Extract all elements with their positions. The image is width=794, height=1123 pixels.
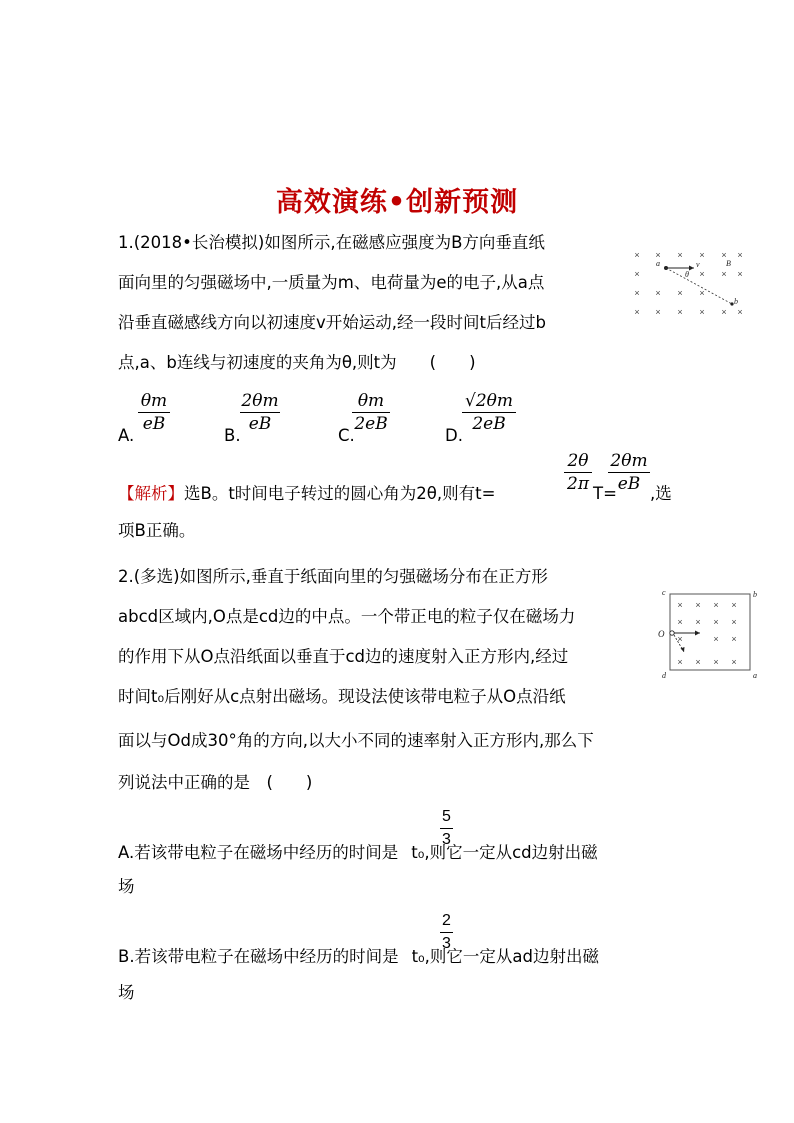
- q2-line-1: 2.(多选)如图所示,垂直于纸面向里的匀强磁场分布在正方形: [118, 567, 548, 586]
- q1-line-1: 1.(2018•长治模拟)如图所示,在磁感应强度为B方向垂直纸: [118, 233, 545, 252]
- fig2-label-O: O: [658, 629, 665, 639]
- q2-option-b-post: t₀,则它一定从ad边射出磁: [411, 947, 599, 966]
- svg-text:×: ×: [695, 657, 701, 667]
- svg-text:×: ×: [634, 269, 640, 279]
- fig2-label-c: c: [662, 588, 666, 597]
- svg-text:×: ×: [699, 288, 705, 298]
- analysis-text-T: T=: [593, 484, 617, 503]
- analysis-frac2-den: eB: [617, 474, 641, 494]
- q2-square-field-figure: [654, 586, 764, 680]
- analysis-frac1-den: 2π: [567, 474, 589, 494]
- q1-option-c-fraction: [352, 390, 390, 435]
- svg-text:×: ×: [713, 600, 719, 610]
- svg-text:×: ×: [713, 657, 719, 667]
- q2-option-a-den: 3: [442, 831, 451, 848]
- svg-text:×: ×: [677, 600, 683, 610]
- svg-text:×: ×: [677, 288, 683, 298]
- svg-text:×: ×: [695, 600, 701, 610]
- analysis-frac2-num: 2θm: [610, 451, 648, 471]
- fig2-label-b: b: [753, 590, 757, 599]
- svg-text:×: ×: [699, 307, 705, 317]
- svg-text:×: ×: [677, 657, 683, 667]
- q2-line-2: abcd区域内,O点是cd边的中点。一个带正电的粒子仅在磁场力: [118, 607, 576, 626]
- q1-option-c-num: θm: [357, 391, 385, 411]
- svg-text:×: ×: [731, 600, 737, 610]
- q2-option-b-line: [118, 946, 599, 968]
- q1-line-2: 面向里的匀强磁场中,一质量为m、电荷量为e的电子,从a点: [118, 273, 545, 292]
- analysis-frac1-num: 2θ: [567, 451, 589, 471]
- svg-text:×: ×: [731, 617, 737, 627]
- analysis-fraction-2: [608, 450, 650, 495]
- q1-option-b-fraction: [240, 390, 280, 435]
- svg-text:×: ×: [695, 617, 701, 627]
- svg-text:×: ×: [655, 307, 661, 317]
- svg-text:×: ×: [677, 634, 683, 644]
- svg-text:×: ×: [677, 250, 683, 260]
- svg-text:×: ×: [713, 634, 719, 644]
- q2-option-a-line: [118, 842, 598, 864]
- q1-option-d-fraction: [462, 390, 516, 435]
- q1-option-c-den: 2eB: [354, 414, 388, 434]
- q1-option-d-den: 2eB: [472, 414, 506, 434]
- q2-option-b-den: 3: [442, 935, 451, 952]
- q1-line-4: 点,a、b连线与初速度的夹角为θ,则t为 ( ): [118, 353, 476, 372]
- q1-option-b-den: eB: [248, 414, 272, 434]
- analysis-line-1: [118, 483, 495, 505]
- q1-option-a-den: eB: [142, 414, 166, 434]
- analysis-text-1: 选B。t时间电子转过的圆心角为2θ,则有t=: [184, 484, 496, 503]
- q2-option-b-num: 2: [442, 912, 451, 929]
- q2-option-a-pre: A.若该带电粒子在磁场中经历的时间是: [118, 843, 399, 862]
- svg-text:×: ×: [677, 307, 683, 317]
- svg-text:×: ×: [731, 657, 737, 667]
- fig2-label-a: a: [753, 671, 757, 680]
- q2-option-b-pre: B.若该带电粒子在磁场中经历的时间是: [118, 947, 399, 966]
- q2-option-a-cont: 场: [118, 877, 135, 896]
- svg-text:×: ×: [721, 269, 727, 279]
- fig1-label-v: v: [696, 260, 700, 269]
- analysis-text-2: ,选: [650, 484, 672, 503]
- svg-text:×: ×: [655, 288, 661, 298]
- svg-text:×: ×: [721, 250, 727, 260]
- fig1-label-a: a: [656, 259, 660, 268]
- fig2-label-d: d: [662, 671, 666, 680]
- analysis-fraction-1: [564, 450, 592, 495]
- q2-option-a-num: 5: [442, 808, 451, 825]
- q2-line-5: 面以与Od成30°角的方向,以大小不同的速率射入正方形内,那么下: [118, 731, 594, 750]
- q2-option-b-cont: 场: [118, 983, 135, 1002]
- fig1-label-b: b: [734, 297, 738, 306]
- q2-option-a-post: t₀,则它一定从cd边射出磁: [411, 843, 598, 862]
- svg-text:×: ×: [737, 250, 743, 260]
- analysis-tag: 【解析】: [118, 484, 184, 503]
- svg-text:×: ×: [677, 617, 683, 627]
- svg-text:×: ×: [655, 250, 661, 260]
- q1-magnetic-field-figure: [628, 244, 748, 324]
- q1-option-d-num: √2θm: [464, 391, 513, 411]
- q1-option-b-label: B.: [224, 426, 241, 445]
- q2-line-6: 列说法中正确的是 ( ): [118, 773, 313, 792]
- q1-option-b-num: 2θm: [241, 391, 279, 411]
- q2-option-a-fraction: [440, 806, 453, 851]
- q1-option-a-label: A.: [118, 426, 135, 445]
- q1-line-3: 沿垂直磁感线方向以初速度v开始运动,经一段时间t后经过b: [118, 313, 546, 332]
- q1-option-a-fraction: [138, 390, 170, 435]
- q2-option-b-fraction: [440, 910, 453, 955]
- svg-text:×: ×: [737, 307, 743, 317]
- q2-line-4: 时间t₀后刚好从c点射出磁场。现设法使该带电粒子从O点沿纸: [118, 687, 566, 706]
- q1-option-a-num: θm: [140, 391, 168, 411]
- svg-text:×: ×: [634, 288, 640, 298]
- page-title: 高效演练•创新预测: [275, 187, 519, 218]
- q1-option-d-label: D.: [445, 426, 463, 445]
- fig1-label-theta: θ: [685, 270, 689, 279]
- svg-text:×: ×: [634, 307, 640, 317]
- svg-text:×: ×: [713, 617, 719, 627]
- svg-text:×: ×: [634, 250, 640, 260]
- q1-option-c-label: C.: [338, 426, 355, 445]
- q2-line-3: 的作用下从O点沿纸面以垂直于cd边的速度射入正方形内,经过: [118, 647, 569, 666]
- analysis-line-2: 项B正确。: [118, 521, 196, 540]
- svg-text:×: ×: [699, 250, 705, 260]
- svg-text:×: ×: [721, 307, 727, 317]
- svg-text:×: ×: [731, 634, 737, 644]
- svg-text:×: ×: [737, 269, 743, 279]
- fig1-label-B: B: [726, 259, 731, 268]
- svg-text:×: ×: [699, 269, 705, 279]
